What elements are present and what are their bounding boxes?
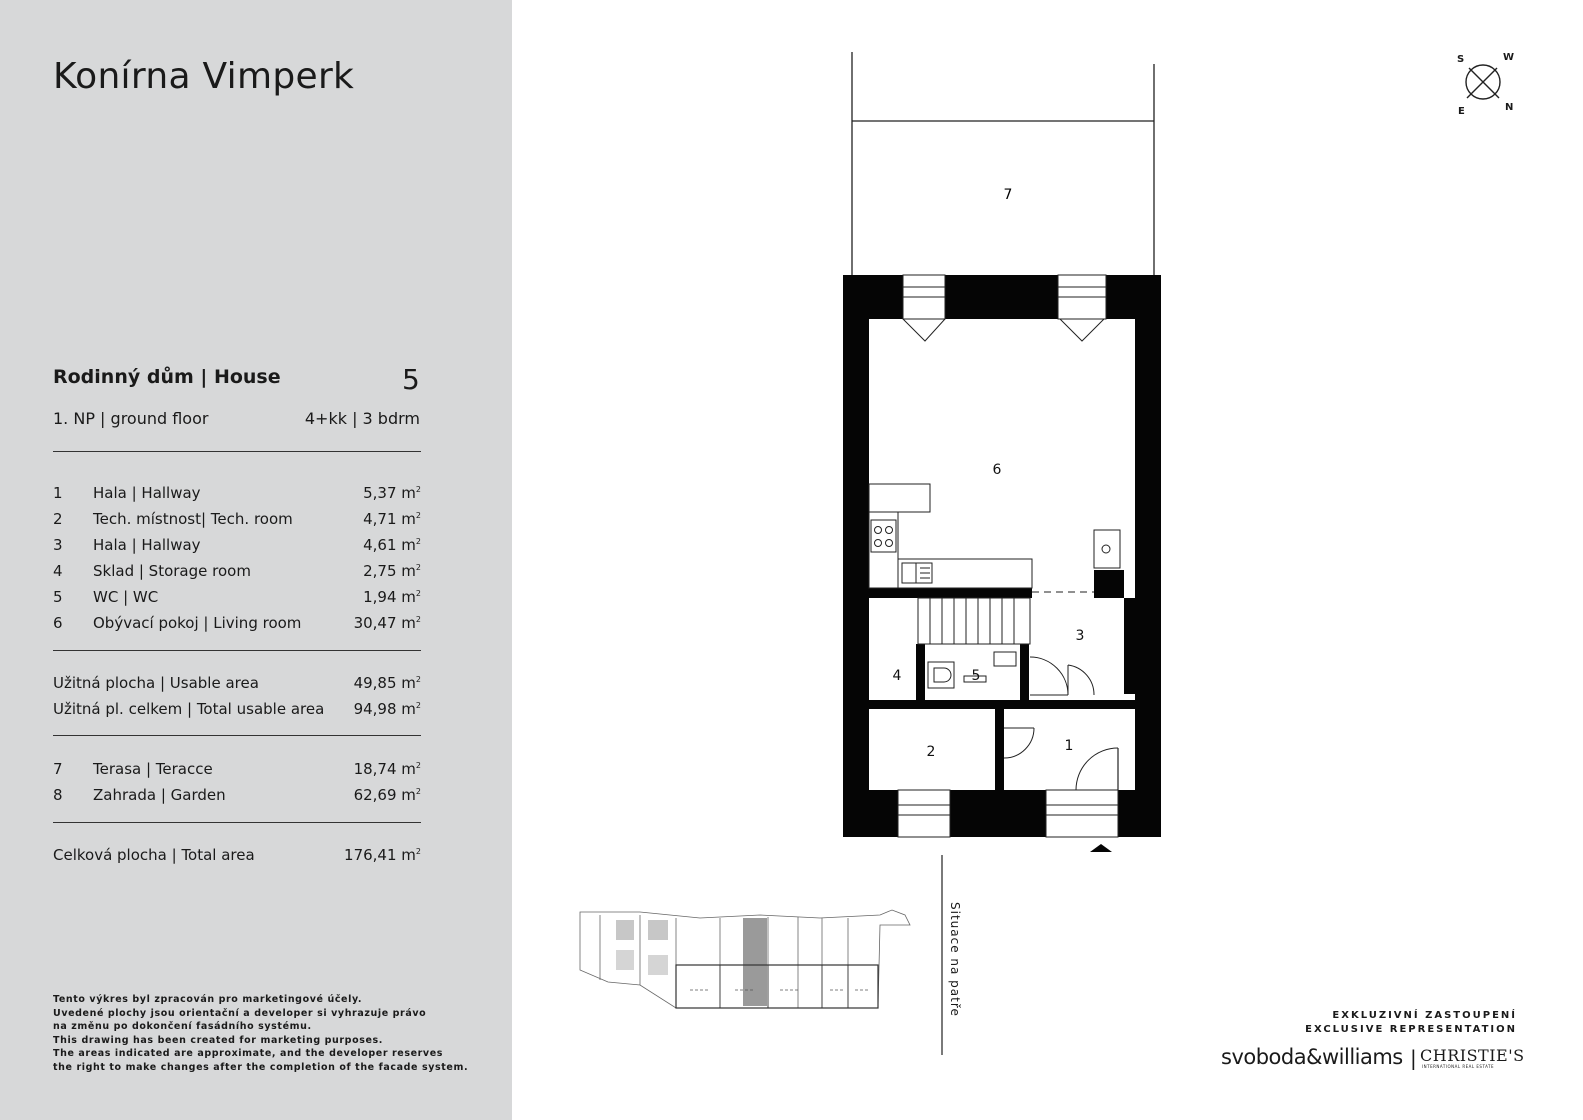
usable-area-value: 49,85 $m^2$ [353,674,421,692]
info-panel [0,0,512,1120]
usable-area-label: Užitná plocha | Usable area [53,674,259,692]
room-label: Sklad | Storage room [93,562,251,580]
room-number: 1 [53,484,63,502]
unit-heading: Rodinný dům | House [53,366,281,388]
room-row [53,484,421,504]
room-area: 5,37 $m^2$ [363,484,421,502]
total-area-value: 176,41 $m^2$ [344,846,421,864]
room-label-7: 7 [1003,187,1013,203]
partner-logo-sub: INTERNATIONAL REAL ESTATE [1422,1064,1494,1069]
room-area: 30,47 $m^2$ [353,614,421,632]
room-label: WC | WC [93,588,159,606]
entrance-door [1046,748,1118,837]
divider [53,650,421,651]
room-number: 5 [53,588,63,606]
room-label: Hala | Hallway [93,484,201,502]
compass-n: N [1505,102,1514,113]
outdoor-area: 18,74 $m^2$ [353,760,421,778]
disclaimer-line: the right to make changes after the completion of the facade system. [53,1061,469,1073]
outdoor-label: Terasa | Teracce [93,760,213,778]
window [1058,275,1106,341]
total-area-label: Celková plocha | Total area [53,846,255,864]
room-row [53,614,421,634]
outdoor-number: 8 [53,786,63,804]
situation-label: Situace na patře [948,902,962,1017]
terrace-area [852,52,1154,275]
disclaimer-line: Uvedené plochy jsou orientační a developer si vyhrazuje právo [53,1007,427,1019]
entrance-arrow-icon [1090,844,1112,852]
compass-w: W [1503,52,1515,63]
room-label-6: 6 [992,462,1002,478]
room-label: Tech. místnost| Tech. room [93,510,293,528]
room-label: Hala | Hallway [93,536,201,554]
total-usable-area-value: 94,98 $m^2$ [353,700,421,718]
room-label-5: 5 [971,668,981,684]
compass-s: S [1457,54,1465,65]
room-label-4: 4 [892,668,902,684]
divider [53,822,421,823]
project-title: Konírna Vimperk [53,56,355,97]
room-area: 4,71 $m^2$ [363,510,421,528]
outdoor-row [53,760,421,780]
floor-label: 1. NP | ground floor [53,409,209,428]
divider [53,735,421,736]
room-number: 6 [53,614,63,632]
usable-area-row [53,674,421,694]
window [903,275,945,341]
outdoor-label: Zahrada | Garden [93,786,226,804]
room-area: 4,61 $m^2$ [363,536,421,554]
disclaimer-line: Tento výkres byl zpracován pro marketingové účely. [53,994,363,1005]
total-usable-area-label: Užitná pl. celkem | Total usable area [53,700,325,718]
room-label-3: 3 [1075,628,1085,644]
disclaimer [53,993,468,1074]
outdoor-number: 7 [53,760,63,778]
window [898,790,950,837]
room-label-1: 1 [1064,738,1074,754]
room-area: 1,94 $m^2$ [363,588,421,606]
room-row [53,562,421,582]
floor-plan [512,0,1583,1120]
partner-logo: CHRISTIE'S [1420,1046,1525,1065]
disclaimer-line: na změnu po dokončení fasádního systému. [53,1021,312,1032]
outdoor-area: 62,69 $m^2$ [353,786,421,804]
room-number: 3 [53,536,63,554]
disclaimer-line: This drawing has been created for marketing purposes. [53,1034,383,1046]
total-area-row [53,846,421,866]
total-usable-area-row [53,700,421,720]
room-label-2: 2 [926,744,936,760]
room-row [53,510,421,530]
staircase [918,592,1094,644]
brand-separator: | [1410,1046,1417,1070]
room-number: 4 [53,562,63,580]
layout-label: 4+kk | 3 bdrm [304,409,420,428]
room-row [53,588,421,608]
kitchen [869,484,1120,588]
divider [53,451,421,452]
disclaimer-line: The areas indicated are approximate, and the developer reserves [53,1048,444,1059]
room-area: 2,75 $m^2$ [363,562,421,580]
brand-logo: svoboda&williams [1221,1045,1403,1069]
representation-line-en: EXCLUSIVE REPRESENTATION [1305,1024,1517,1035]
compass-e: E [1458,106,1465,117]
room-label: Obývací pokoj | Living room [93,614,302,632]
room-number: 2 [53,510,63,528]
unit-number: 5 [402,363,420,396]
situation-map [580,910,910,1008]
outdoor-row [53,786,421,806]
room-row [53,536,421,556]
representation-line-cz: EXKLUZIVNÍ ZASTOUPENÍ [1332,1010,1517,1021]
compass-icon [1455,50,1525,120]
